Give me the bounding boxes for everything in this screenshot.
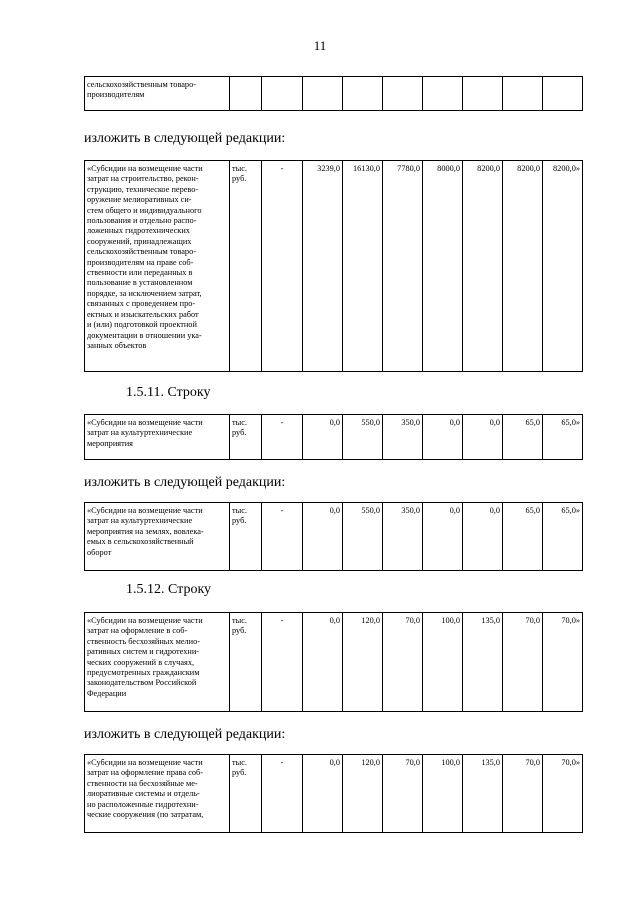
indicator-name-cell <box>85 77 230 111</box>
indicator-name-line: сельскохозяйственным товаро- <box>87 80 196 89</box>
indicator-table <box>84 502 583 571</box>
indicator-name-line: «Субсидии на возмещение части <box>87 506 203 515</box>
year-value-cell: 65,0 <box>503 503 543 571</box>
section-heading: 1.5.11. Строку <box>126 385 211 400</box>
indicator-name-line: законодательством Российской <box>87 678 197 688</box>
indicator-name-line: затрат на оформление права соб- <box>87 768 204 778</box>
indicator-name-line: мероприятия на землях, вовлека- <box>87 526 204 536</box>
year-value-cell: 120,0 <box>343 755 383 833</box>
year-value-cell: 120,0 <box>343 613 383 712</box>
table-row <box>85 755 583 833</box>
indicator-name-line: сельскохозяйственным товаро- <box>87 247 196 257</box>
indicator-name-line: связанных с проведением про- <box>87 299 196 309</box>
indicator-name-line: сооружений, принадлежащих <box>87 236 192 246</box>
indicator-name-line: «Субсидии на возмещение части <box>87 418 203 427</box>
indicator-name-line: производителям <box>87 90 145 100</box>
year-value-cell <box>303 77 343 111</box>
year-value-cell: 70,0 <box>383 755 423 833</box>
unit-line: тыс. <box>232 616 247 625</box>
unit-line: руб. <box>232 626 247 636</box>
year-value-cell: 70,0 <box>503 755 543 833</box>
year-value-cell: 70,0» <box>543 613 583 712</box>
table-row <box>85 503 583 571</box>
unit-line: тыс. <box>232 164 247 173</box>
year-value-cell: 8000,0 <box>423 161 463 372</box>
unit-cell <box>230 503 262 571</box>
indicator-name-line: ческие сооружения (по затратам, <box>87 810 204 820</box>
year-value-cell: 350,0 <box>383 415 423 460</box>
unit-line: тыс. <box>232 418 247 427</box>
base-value-cell: - <box>262 613 303 712</box>
section-heading: изложить в следующей редакции: <box>84 131 286 146</box>
indicator-name-line: затрат на культуртехнические <box>87 428 193 438</box>
indicator-name-line: оружение мелиоративных си- <box>87 195 192 205</box>
indicator-name-line: но расположенные гидротехни- <box>87 799 199 809</box>
base-value-cell <box>262 77 303 111</box>
year-value-cell: 135,0 <box>463 755 503 833</box>
table-row <box>85 77 583 111</box>
indicator-name-line: емых в сельскохозяйственный <box>87 537 194 547</box>
unit-cell <box>230 755 262 833</box>
year-value-cell <box>463 77 503 111</box>
table-row <box>85 415 583 460</box>
section-heading: изложить в следующей редакции: <box>84 727 286 742</box>
indicator-name-line: ственности на бесхозяйные ме- <box>87 778 198 788</box>
indicator-name-cell <box>85 503 230 571</box>
year-value-cell <box>343 77 383 111</box>
unit-cell <box>230 415 262 460</box>
year-value-cell: 0,0 <box>423 503 463 571</box>
indicator-name-line: ративных систем и гидротехни- <box>87 647 200 657</box>
year-value-cell: 0,0 <box>463 503 503 571</box>
unit-line: руб. <box>232 516 247 526</box>
section-heading: изложить в следующей редакции: <box>84 475 286 490</box>
indicator-name-line: производителям на праве соб- <box>87 257 194 267</box>
indicator-name-line: порядке, за исключением затрат, <box>87 288 202 298</box>
indicator-name-line: ственности или переданных в <box>87 268 193 278</box>
year-value-cell: 70,0 <box>503 613 543 712</box>
section-heading: 1.5.12. Строку <box>126 582 212 597</box>
base-value-cell: - <box>262 161 303 372</box>
year-value-cell: 0,0 <box>303 755 343 833</box>
unit-line: руб. <box>232 768 247 778</box>
page-number: 11 <box>313 38 327 53</box>
year-value-cell: 7780,0 <box>383 161 423 372</box>
indicator-name-line: «Субсидии на возмещение части <box>87 164 203 173</box>
base-value-cell: - <box>262 415 303 460</box>
indicator-name-line: ложенных гидротехнических <box>87 226 190 236</box>
year-value-cell <box>423 77 463 111</box>
unit-line: тыс. <box>232 506 247 515</box>
indicator-name-line: оборот <box>87 547 112 557</box>
indicator-name-line: затрат на оформление в соб- <box>87 626 188 636</box>
indicator-name-line: затрат на культуртехнические <box>87 516 193 526</box>
year-value-cell: 3239,0 <box>303 161 343 372</box>
year-value-cell <box>503 77 543 111</box>
year-value-cell: 65,0» <box>543 503 583 571</box>
indicator-name-cell <box>85 613 230 712</box>
indicator-table <box>84 160 583 372</box>
indicator-name-line: «Субсидии на возмещение части <box>87 616 203 625</box>
indicator-name-line: предусмотренных гражданским <box>87 668 200 678</box>
indicator-name-line: Федерации <box>87 688 127 698</box>
unit-line: руб. <box>232 428 247 438</box>
unit-cell <box>230 613 262 712</box>
year-value-cell: 135,0 <box>463 613 503 712</box>
base-value-cell: - <box>262 755 303 833</box>
indicator-name-line: стем общего и индивидуального <box>87 205 202 215</box>
unit-line: тыс. <box>232 758 247 767</box>
indicator-name-line: документации в отношении ука- <box>87 330 202 340</box>
year-value-cell: 70,0 <box>383 613 423 712</box>
year-value-cell: 65,0 <box>503 415 543 460</box>
unit-cell <box>230 77 262 111</box>
unit-line: руб. <box>232 174 247 184</box>
indicator-name-line: и (или) подготовкой проектной <box>87 320 197 330</box>
year-value-cell: 550,0 <box>343 415 383 460</box>
indicator-name-line: занных объектов <box>87 340 147 350</box>
year-value-cell: 8200,0 <box>503 161 543 372</box>
indicator-name-line: лиоративные системы и отдель- <box>87 789 200 799</box>
indicator-table <box>84 414 583 460</box>
year-value-cell: 65,0» <box>543 415 583 460</box>
indicator-name-line: ческих сооружений в случаях, <box>87 657 195 667</box>
year-value-cell: 8200,0» <box>543 161 583 372</box>
indicator-name-line: мероприятия <box>87 438 133 448</box>
year-value-cell: 8200,0 <box>463 161 503 372</box>
year-value-cell: 100,0 <box>423 613 463 712</box>
indicator-name-cell <box>85 161 230 372</box>
year-value-cell <box>383 77 423 111</box>
year-value-cell: 16130,0 <box>343 161 383 372</box>
indicator-name-line: струкцию, техническое перево- <box>87 184 199 194</box>
indicator-name-line: пользования и отдельно распо- <box>87 216 197 226</box>
year-value-cell: 0,0 <box>423 415 463 460</box>
year-value-cell: 0,0 <box>303 613 343 712</box>
year-value-cell: 0,0 <box>303 415 343 460</box>
unit-cell <box>230 161 262 372</box>
year-value-cell <box>543 77 583 111</box>
indicator-table <box>84 76 583 111</box>
year-value-cell: 0,0 <box>303 503 343 571</box>
indicator-name-line: пользование в установленном <box>87 278 193 288</box>
indicator-table <box>84 754 583 833</box>
year-value-cell: 70,0» <box>543 755 583 833</box>
indicator-name-line: «Субсидии на возмещение части <box>87 758 203 767</box>
year-value-cell: 550,0 <box>343 503 383 571</box>
year-value-cell: 0,0 <box>463 415 503 460</box>
table-row <box>85 161 583 372</box>
base-value-cell: - <box>262 503 303 571</box>
indicator-name-cell <box>85 415 230 460</box>
table-row <box>85 613 583 712</box>
indicator-table <box>84 612 583 712</box>
indicator-name-cell <box>85 755 230 833</box>
indicator-name-line: затрат на строительство, рекон- <box>87 174 199 184</box>
indicator-name-line: ственность бесхозяйных мелио- <box>87 636 201 646</box>
year-value-cell: 100,0 <box>423 755 463 833</box>
year-value-cell: 350,0 <box>383 503 423 571</box>
indicator-name-line: ектных и изыскательских работ <box>87 309 199 319</box>
